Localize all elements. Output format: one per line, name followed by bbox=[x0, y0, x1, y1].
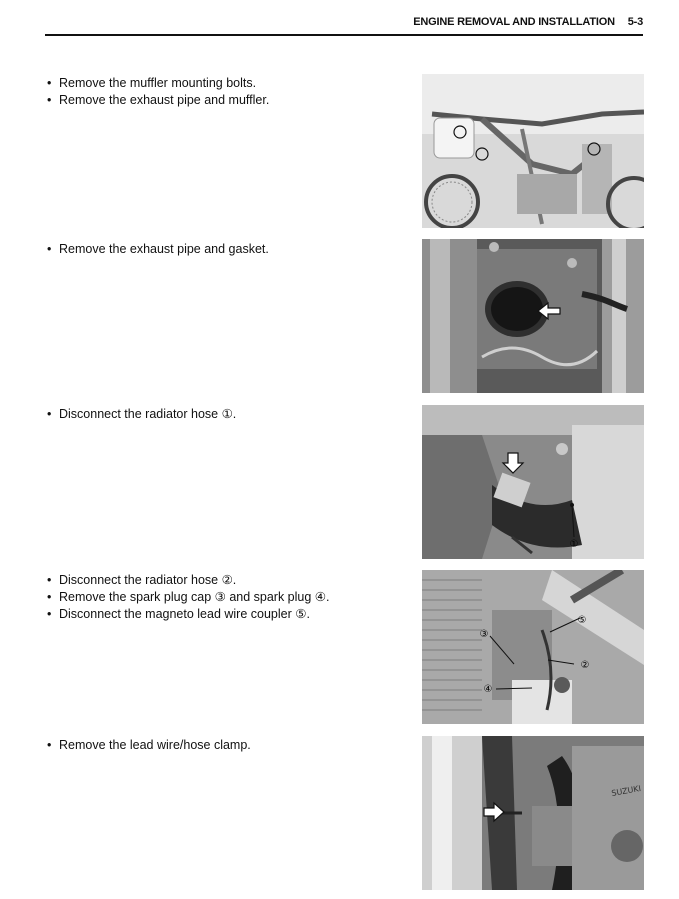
engine-brand-stamp: SUZUKI bbox=[610, 783, 642, 798]
page-number: 5-3 bbox=[627, 16, 643, 28]
step-2 bbox=[47, 241, 387, 258]
callout-label: ④ bbox=[483, 684, 493, 695]
step-4 bbox=[47, 572, 387, 623]
step-list bbox=[47, 241, 387, 258]
callout-label: ② bbox=[580, 660, 590, 671]
callout-label: ③ bbox=[479, 629, 489, 640]
section-title: ENGINE REMOVAL AND INSTALLATION bbox=[413, 16, 615, 28]
list-item: • Disconnect the magneto lead wire coupler ⑤. bbox=[47, 606, 387, 623]
list-item: • Disconnect the radiator hose ①. bbox=[47, 406, 387, 423]
list-item: • Remove the exhaust pipe and muffler. bbox=[47, 92, 387, 109]
step-5 bbox=[47, 737, 387, 754]
step-list bbox=[47, 572, 387, 623]
photo-muffler-bolts bbox=[422, 74, 644, 228]
step-list bbox=[47, 737, 387, 754]
list-item: • Remove the spark plug cap ③ and spark plug ④. bbox=[47, 589, 387, 606]
callout-label: ① bbox=[569, 539, 579, 550]
step-1 bbox=[47, 75, 387, 109]
list-item: • Disconnect the radiator hose ②. bbox=[47, 572, 387, 589]
step-3 bbox=[47, 406, 387, 423]
list-item: • Remove the lead wire/hose clamp. bbox=[47, 737, 387, 754]
page-header bbox=[45, 14, 643, 36]
step-list bbox=[47, 406, 387, 423]
callout-label: ⑤ bbox=[577, 615, 587, 626]
photo-radiator-hose-1 bbox=[422, 405, 644, 559]
list-item: • Remove the exhaust pipe and gasket. bbox=[47, 241, 387, 258]
list-item: • Remove the muffler mounting bolts. bbox=[47, 75, 387, 92]
photo-spark-plug bbox=[422, 570, 644, 724]
photo-exhaust-gasket bbox=[422, 239, 644, 393]
header-text bbox=[413, 16, 643, 28]
step-list bbox=[47, 75, 387, 109]
photo-lead-wire-clamp bbox=[422, 736, 644, 890]
